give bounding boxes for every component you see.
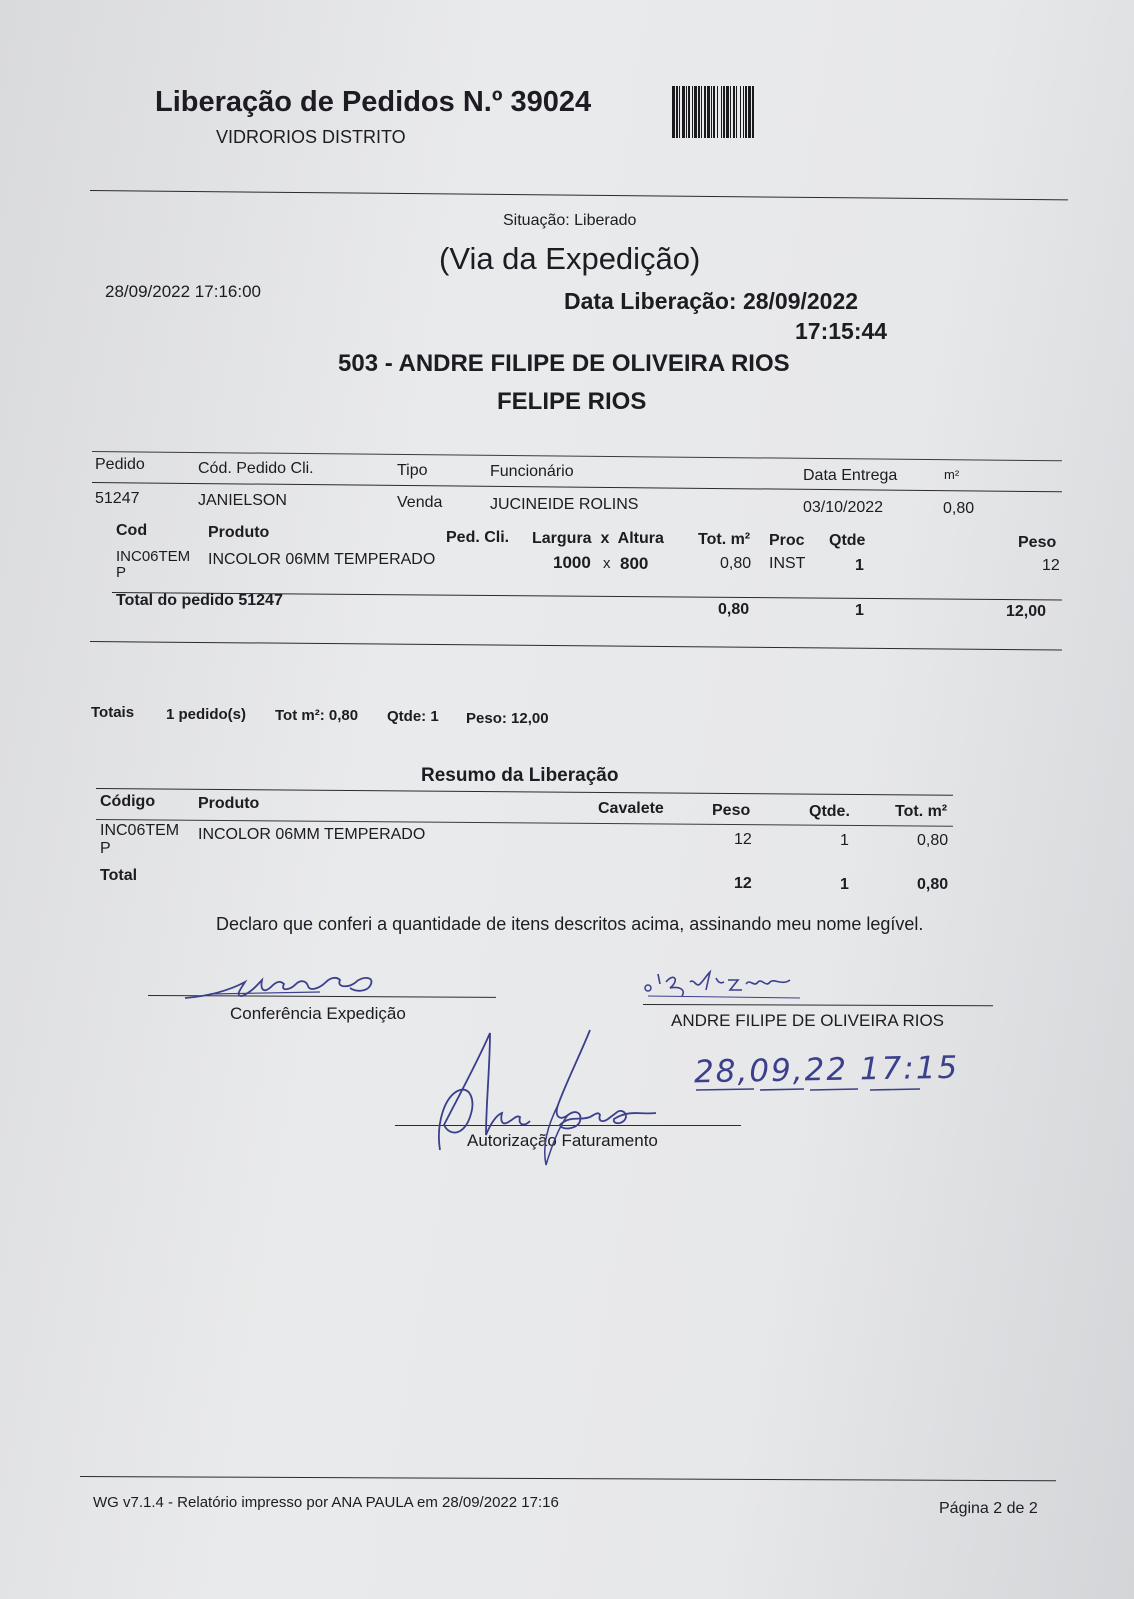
totals-tot-m2: Tot m²: 0,80 — [275, 707, 359, 724]
summary-col-produto: Produto — [198, 795, 260, 812]
item-qtde: 1 — [855, 557, 864, 574]
via-title: (Via da Expedição) — [439, 241, 701, 276]
release-time: 17:15:44 — [795, 318, 888, 344]
item-peso: 12 — [1042, 557, 1060, 574]
item-proc: INST — [769, 555, 806, 572]
summary-total-qtde: 1 — [840, 876, 849, 893]
summary-tot-m2: 0,80 — [917, 832, 949, 849]
col-m2: m² — [944, 467, 960, 482]
order-cod-pedido-cli: JANIELSON — [198, 492, 287, 509]
summary-col-codigo: Código — [100, 793, 156, 810]
print-datetime: 28/09/2022 17:16:00 — [105, 282, 261, 301]
declaration-text: Declaro que conferi a quantidade de itens descritos acima, assinando meu nome legível. — [216, 914, 924, 934]
order-table-bottom-line — [90, 641, 1062, 650]
summary-col-cavalete: Cavalete — [598, 800, 664, 817]
item-tot-m2: 0,80 — [720, 555, 752, 572]
barcode — [672, 86, 846, 138]
order-total-peso: 12,00 — [1006, 603, 1047, 620]
summary-col-qtde: Qtde. — [809, 803, 850, 820]
release-date: Data Liberação: 28/09/2022 — [564, 288, 859, 314]
item-col-largura-altura: Largura x Altura — [532, 530, 664, 547]
col-cod-pedido-cli: Cód. Pedido Cli. — [198, 460, 314, 477]
summary-total-label: Total — [100, 867, 138, 884]
item-produto: INCOLOR 06MM TEMPERADO — [208, 551, 436, 568]
order-m2: 0,80 — [943, 500, 975, 517]
company-name: VIDRORIOS DISTRITO — [216, 127, 406, 147]
totals-peso: Peso: 12,00 — [466, 710, 549, 727]
item-largura: 1000 — [553, 553, 591, 572]
handwritten-date: 28,09,22 17:15 — [693, 1049, 960, 1091]
summary-col-peso: Peso — [712, 802, 751, 819]
summary-title: Resumo da Liberação — [421, 765, 619, 786]
status-text: Situação: Liberado — [503, 212, 637, 229]
order-total-m2: 0,80 — [718, 601, 750, 618]
handwritten-signature-autorizacao — [430, 1025, 660, 1170]
summary-qtde: 1 — [840, 832, 849, 849]
signature-line-cliente — [643, 1004, 993, 1006]
order-funcionario: JUCINEIDE ROLINS — [490, 496, 639, 513]
item-x: x — [603, 555, 611, 572]
item-altura: 800 — [620, 554, 649, 573]
footer-divider — [80, 1476, 1056, 1481]
item-cod: INC06TEM — [116, 548, 191, 565]
customer-name: 503 - ANDRE FILIPE DE OLIVEIRA RIOS — [338, 350, 790, 377]
item-col-qtde: Qtde — [829, 532, 866, 549]
document-title: Liberação de Pedidos N.º 39024 — [155, 86, 592, 118]
order-tipo: Venda — [397, 494, 443, 511]
col-data-entrega: Data Entrega — [803, 467, 898, 484]
col-funcionario: Funcionário — [490, 463, 574, 480]
signature-label-conferencia: Conferência Expedição — [230, 1004, 406, 1023]
header-divider — [90, 190, 1068, 200]
summary-total-tot-m2: 0,80 — [917, 876, 949, 893]
customer-alias: FELIPE RIOS — [497, 388, 647, 415]
item-col-tot-m2: Tot. m² — [698, 531, 751, 548]
item-col-proc: Proc — [769, 532, 805, 549]
col-pedido: Pedido — [95, 456, 145, 473]
signature-label-autorizacao: Autorização Faturamento — [467, 1131, 658, 1150]
footer-page-number: Página 2 de 2 — [939, 1500, 1038, 1517]
handwritten-signature-conferencia — [180, 970, 390, 1005]
order-data-entrega: 03/10/2022 — [803, 499, 884, 516]
summary-codigo: INC06TEM — [100, 822, 180, 839]
order-total-label: Total do pedido 51247 — [116, 592, 283, 609]
footer-printed-by: WG v7.1.4 - Relatório impresso por ANA PAULA em 28/09/2022 17:16 — [93, 1494, 559, 1511]
item-col-ped-cli: Ped. Cli. — [446, 529, 510, 546]
signature-label-cliente: ANDRE FILIPE DE OLIVEIRA RIOS — [671, 1011, 945, 1030]
totals-label: Totais — [91, 704, 135, 721]
item-cod-cont: P — [116, 564, 127, 581]
summary-peso: 12 — [734, 831, 752, 848]
item-col-produto: Produto — [208, 524, 270, 541]
order-total-qtde: 1 — [855, 602, 864, 619]
summary-produto: INCOLOR 06MM TEMPERADO — [198, 826, 426, 843]
order-header-line — [92, 482, 1062, 492]
summary-col-tot-m2: Tot. m² — [895, 803, 948, 820]
col-tipo: Tipo — [397, 462, 428, 479]
totals-qtde: Qtde: 1 — [387, 708, 439, 725]
summary-total-peso: 12 — [734, 875, 752, 892]
totals-pedidos: 1 pedido(s) — [166, 706, 247, 723]
order-pedido: 51247 — [95, 490, 140, 507]
handwritten-date-underline — [694, 1084, 974, 1096]
summary-codigo-cont: P — [100, 840, 111, 857]
handwritten-signature-cliente — [640, 968, 820, 1004]
item-col-cod: Cod — [116, 522, 148, 539]
item-col-peso: Peso — [1018, 534, 1057, 551]
